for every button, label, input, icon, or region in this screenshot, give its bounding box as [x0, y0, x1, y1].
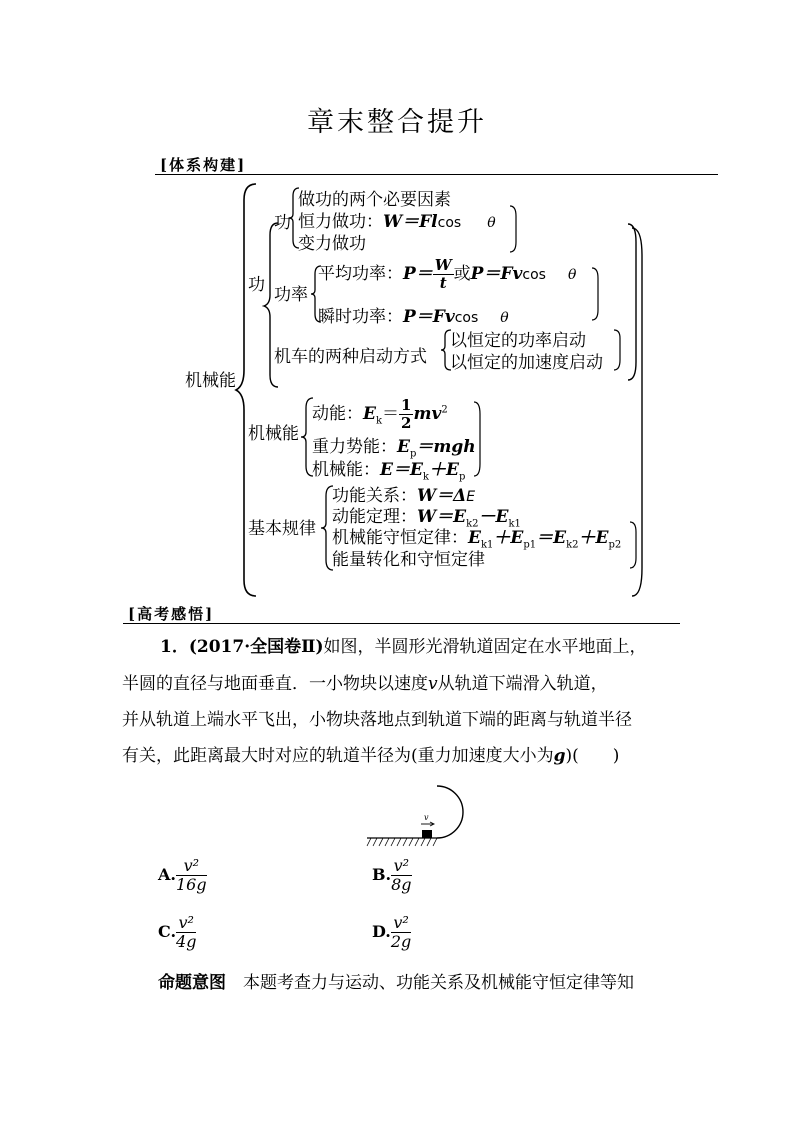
branch-laws-label: 基本规律	[248, 519, 316, 539]
start-item-2: 以恒定的加速度启动	[450, 353, 603, 373]
sub-work-close	[508, 204, 520, 254]
question-line-1: 1．(2017·全国卷Ⅱ)如图，半圆形光滑轨道固定在水平地面上，	[160, 637, 647, 657]
section-rule	[155, 174, 718, 175]
sub-work-label: 功	[274, 213, 291, 233]
branch-energy-label: 机械能	[248, 424, 299, 444]
sub-work-item-2: 恒力做功：W＝Flcos θ	[298, 212, 496, 232]
option-b[interactable]: B. $\frac{\text{v²}}{8g}$	[372, 856, 412, 894]
inst-power: 瞬时功率：P＝Fvcos θ	[318, 307, 509, 327]
law-3: 机械能守恒定律：$E_{k1}+E_{p1}=E_{k2}+E_{p2}$	[332, 528, 622, 551]
velocity-label: v	[424, 813, 429, 822]
tree-root-label: 机械能	[185, 371, 236, 391]
question-line-2: 半圆的直径与地面垂直．一小物块以速度v从轨道下端滑入轨道，	[122, 674, 608, 694]
avg-power: 平均功率：P＝ $\frac{W}{t}$ 或P＝Fvcos θ	[318, 256, 577, 292]
option-d[interactable]: D. $\frac{\text{v²}}{2g}$	[372, 913, 412, 951]
branch-work-label: 功	[248, 275, 265, 295]
track-figure	[365, 780, 475, 852]
law-2: 动能定理：$W=E_{k2}-E_{k1}$	[332, 507, 521, 530]
energy-close	[472, 400, 484, 478]
section-tag-gaokao: [高考感悟]	[128, 605, 215, 623]
option-a[interactable]: A. $\frac{\text{v²}}{16g}$	[158, 856, 207, 894]
sub-work-item-3: 变力做功	[298, 234, 366, 254]
law-4: 能量转化和守恒定律	[332, 550, 485, 570]
laws-close	[628, 520, 640, 570]
page-title: 章末整合提升	[307, 107, 487, 138]
question-line-3: 并从轨道上端水平飞出，小物块落地点到轨道下端的距离与轨道半径	[122, 710, 632, 730]
start-close	[612, 328, 624, 372]
section-rule-2	[123, 623, 680, 624]
mechanical-energy: 机械能：$E=E_k+E_p$	[312, 460, 466, 483]
sub-work-item-1: 做功的两个必要因素	[298, 190, 451, 210]
intent-line: 命题意图 本题考查力与运动、功能关系及机械能守恒定律等知	[158, 973, 634, 993]
question-line-4: 有关，此距离最大时对应的轨道半径为(重力加速度大小为g)( )	[122, 746, 620, 766]
start-item-1: 以恒定的功率启动	[450, 331, 586, 351]
kinetic-energy: 动能：$E_k=$ $\frac{1}{2}$ $mv^2$	[312, 396, 448, 432]
potential-energy: 重力势能：$E_p=mgh$	[312, 437, 476, 460]
start-label: 机车的两种启动方式	[274, 347, 427, 367]
power-close	[590, 266, 602, 322]
option-c[interactable]: C. $\frac{\text{v²}}{4g}$	[158, 913, 197, 951]
section-tag-framework: [体系构建]	[160, 156, 247, 174]
law-1: 功能关系：W＝ΔE	[332, 486, 476, 506]
power-label: 功率	[274, 285, 308, 305]
